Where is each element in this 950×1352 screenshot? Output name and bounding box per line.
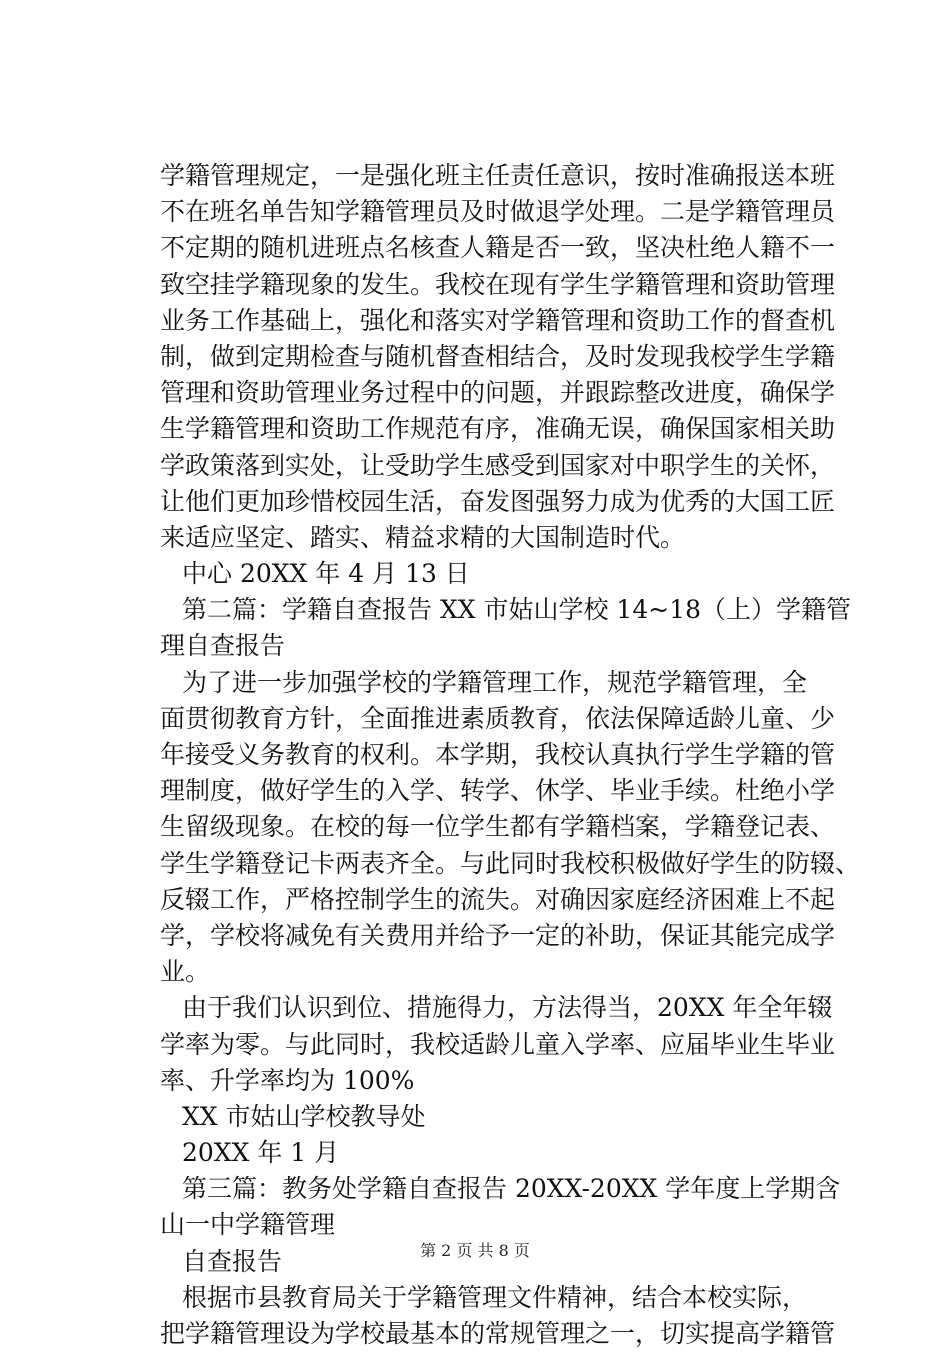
text-line: 面贯彻教育方针，全面推进素质教育，依法保障适龄儿童、少 [160,703,836,733]
section-heading-continued: 理自查报告 [160,631,286,661]
text-line: 不在班名单告知学籍管理员及时做退学处理。二是学籍管理员 [160,197,836,227]
text-line: 制，做到定期检查与随机督查相结合，及时发现我校学生学籍 [160,341,836,371]
paragraph-start: 由于我们认识到位、措施得力，方法得当，20XX 年全年辍 [182,993,833,1023]
paragraph-start: 根据市县教育局关于学籍管理文件精神，结合本校实际， [182,1282,808,1312]
text-line: 来适应坚定、踏实、精益求精的大国制造时代。 [160,522,686,552]
text-line: 把学籍管理设为学校最基本的常规管理之一，切实提高学籍管 [160,1319,836,1348]
paragraph-start: 为了进一步加强学校的学籍管理工作，规范学籍管理，全 [182,667,808,697]
date-line: 20XX 年 1 月 [182,1138,340,1168]
text-line: 反辍工作，严格控制学生的流失。对确因家庭经济困难上不起 [160,884,836,914]
text-line: 让他们更加珍惜校园生活，奋发图强努力成为优秀的大国工匠 [160,486,836,516]
date-line: 中心 20XX 年 4 月 13 日 [182,559,470,589]
text-line: 学生学籍登记卡两表齐全。与此同时我校积极做好学生的防辍、 [160,848,861,878]
page-number-footer: 第 2 页 共 8 页 [420,1241,530,1260]
text-line: 业。 [160,957,211,987]
text-line: 管理和资助管理业务过程中的问题，并跟踪整改进度，确保学 [160,378,836,408]
text-line: 业务工作基础上，强化和落实对学籍管理和资助工作的督查机 [160,305,836,335]
text-line: 学率为零。与此同时，我校适龄儿童入学率、应届毕业生毕业 [160,1029,836,1059]
text-line: 率、升学率均为 100% [160,1065,415,1095]
text-line: 理制度，做好学生的入学、转学、休学、毕业手续。杜绝小学 [160,776,836,806]
body-text [160,158,861,1352]
text-line: 学政策落到实处，让受助学生感受到国家对中职学生的关怀， [160,450,836,480]
section-heading: 第三篇：教务处学籍自查报告 20XX-20XX 学年度上学期含 [182,1174,841,1204]
text-line: 生学籍管理和资助工作规范有序，准确无误，确保国家相关助 [160,414,836,444]
text-line: 不定期的随机进班点名核查人籍是否一致，坚决杜绝人籍不一 [160,233,836,263]
section-heading: 第二篇：学籍自查报告 XX 市姑山学校 14~18（上）学籍管 [182,595,852,625]
text-line: 学籍管理规定，一是强化班主任责任意识，按时准确报送本班 [160,161,836,190]
section-heading-continued: 山一中学籍管理 [160,1210,336,1240]
text-line: 学，学校将减免有关费用并给予一定的补助，保证其能完成学 [160,920,836,950]
text-line: 致空挂学籍现象的发生。我校在现有学生学籍管理和资助管理 [160,269,836,299]
text-line: 年接受义务教育的权利。本学期，我校认真执行学生学籍的管 [160,740,836,769]
signature-line: XX 市姑山学校教导处 [182,1101,426,1131]
section-subheading: 自查报告 [182,1246,283,1276]
text-line: 生留级现象。在校的每一位学生都有学籍档案，学籍登记表、 [160,812,836,842]
